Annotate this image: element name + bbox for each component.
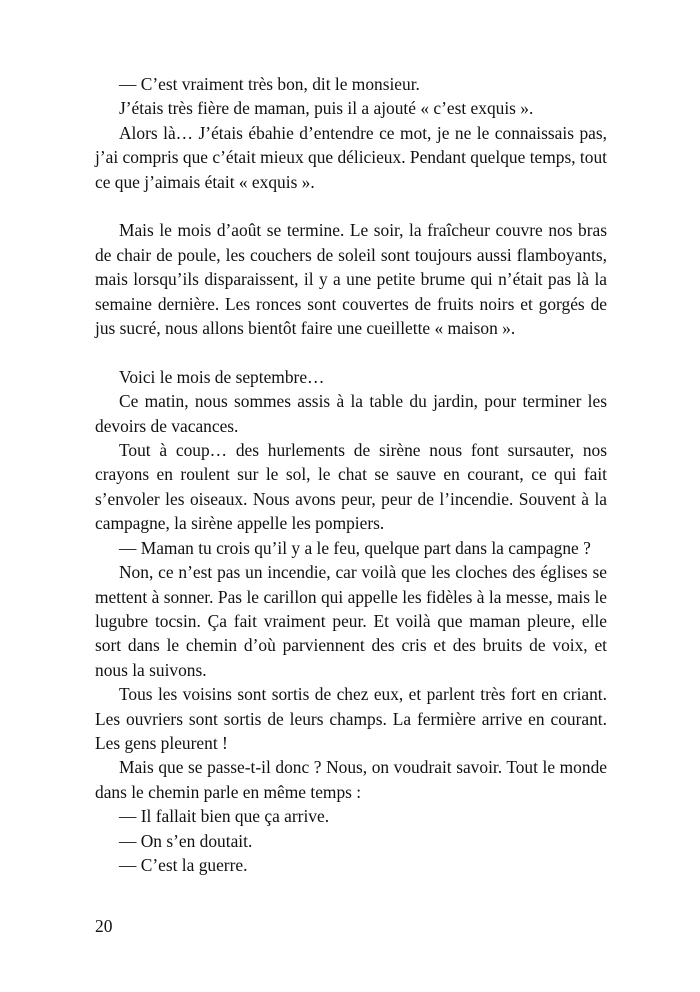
page-number: 20 (95, 916, 113, 936)
section-break (95, 194, 607, 218)
paragraph-tocsin: Non, ce n’est pas un incendie, car voilà que les cloches des églises se mettent à sonner. Pas le carillon qui appelle les fidèles à la messe, mais le lugubre tocsin. Ça fait vraiment peur. Et voilà que maman pleure, elle sort dans le chemin d’où parviennent des cris et des bruits de voix, et nous la suivons. (95, 562, 607, 680)
paragraph-end-of-august: Mais le mois d’août se termine. Le soir, la fraîcheur couvre nos bras de chair de poule, les couchers de soleil sont toujours aussi flamboyants, mais lorsqu’ils disparaissent, il y a une petite brume qui n’était pas là la semaine dernière. Les ronces sont couvertes de fruits noirs et gorgés de jus sucré, nous allons bientôt faire une cueillette « maison ». (95, 220, 607, 339)
paragraph-neighbors: Tous les voisins sont sortis de chez eux, et parlent très fort en criant. Les ouvriers sont sortis de leurs champs. La fermière arrive en courant. Les gens pleurent ! (95, 684, 607, 753)
paragraph-siren: Tout à coup… des hurlements de sirène nous font sursauter, nos crayons en roulent sur le sol, le chat se sauve en courant, ce qui fait s’envoler les oiseaux. Nous avons peur, peur de l’incendie. Souvent à la campagne, la sirène appelle les pompiers. (95, 440, 607, 534)
paragraph-question-fire: — Maman tu crois qu’il y a le feu, quelque part dans la campagne ? (119, 537, 591, 558)
body-text (95, 72, 607, 877)
paragraph-exquis: Alors là… J’étais ébahie d’entendre ce mot, je ne le connaissais pas, j’ai compris que c’était mieux que délicieux. Pendant quelque temps, tout ce que j’aimais était « exquis ». (95, 122, 607, 192)
paragraph-september: Voici le mois de septembre… (119, 366, 325, 387)
paragraph-dialogue-doutait: — On s’en doutait. (119, 830, 253, 851)
section-break (95, 340, 607, 364)
paragraph-proud-of-maman: J’étais très fière de maman, puis il a ajouté « c’est exquis ». (119, 98, 534, 119)
paragraph-what-happens: Mais que se passe-t-il donc ? Nous, on voudrait savoir. Tout le monde dans le chemin parle en même temps : (95, 757, 607, 802)
paragraph-dialogue-guerre: — C’est la guerre. (119, 854, 248, 875)
paragraph-garden-table: Ce matin, nous sommes assis à la table du jardin, pour terminer les devoirs de vacances. (95, 391, 607, 436)
paragraph-dialogue-arrive: — Il fallait bien que ça arrive. (119, 806, 330, 827)
paragraph-dialogue-monsieur: — C’est vraiment très bon, dit le monsieur. (119, 74, 420, 94)
